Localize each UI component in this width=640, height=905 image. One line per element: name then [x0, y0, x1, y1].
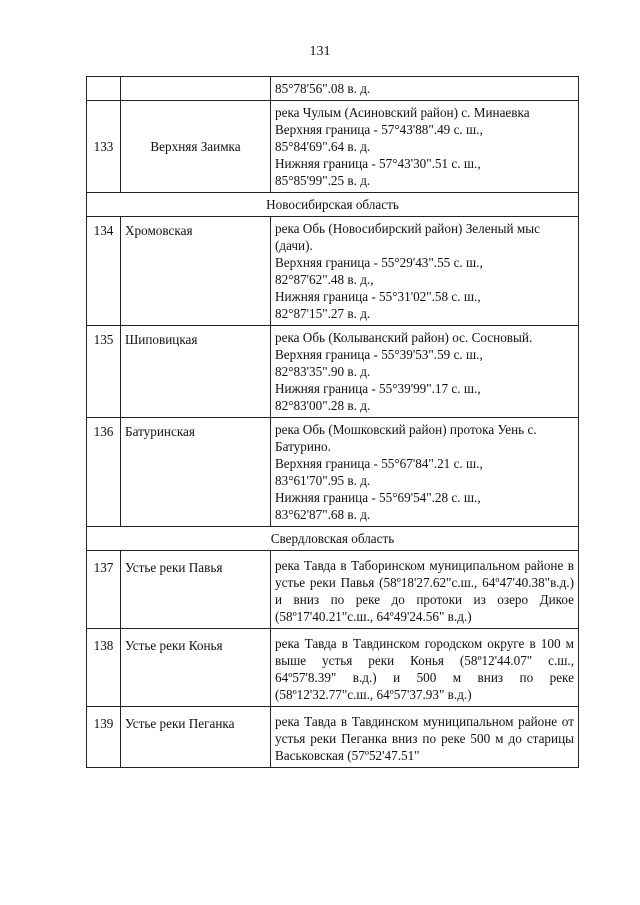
description-line: 82°83'00".28 в. д. [275, 398, 371, 413]
row-number [87, 77, 121, 101]
site-description [271, 326, 579, 418]
table-row [87, 551, 579, 629]
description-line: Верхняя граница - 55°39'53".59 с. ш., [275, 347, 483, 362]
table-row [87, 418, 579, 527]
description-line: Нижняя граница - 57°43'30".51 с. ш., [275, 156, 481, 171]
description-line: Нижняя граница - 55°39'99".17 с. ш., [275, 381, 481, 396]
table-row [87, 629, 579, 707]
site-description [271, 77, 579, 101]
row-number: 138 [87, 629, 121, 707]
region-heading: Новосибирская область [87, 193, 579, 217]
description-line: Верхняя граница - 55°29'43".55 с. ш., [275, 255, 483, 270]
description-line: 82°83'35".90 в. д. [275, 364, 371, 379]
site-description: река Тавда в Тавдинском муниципальном районе от устья реки Пеганка вниз по реке 500 м до старицы Васьковская (57º52'47.51" [271, 707, 579, 768]
site-description [271, 217, 579, 326]
description-line: река Обь (Мошковский район) протока Уень с. Батурино. [275, 422, 537, 454]
description-line: река Обь (Новосибирский район) Зеленый мыс (дачи). [275, 221, 540, 253]
row-number: 134 [87, 217, 121, 326]
site-name: Устье реки Пеганка [121, 707, 271, 768]
region-heading: Свердловская область [87, 527, 579, 551]
description-line: Нижняя граница - 55°69'54".28 с. ш., [275, 490, 481, 505]
description-line: Нижняя граница - 55°31'02".58 с. ш., [275, 289, 481, 304]
table-row [87, 101, 579, 193]
site-name: Шиповицкая [121, 326, 271, 418]
table-row [87, 77, 579, 101]
description-line: 85°84'69".64 в. д. [275, 139, 371, 154]
description-line: 85°85'99".25 в. д. [275, 173, 371, 188]
table-row [87, 217, 579, 326]
site-description: река Тавда в Таборинском муниципальном районе в устье реки Павья (58º18'27.62"с.ш., 64º47'40.38"в.д.) и вниз по реке до протоки из озеро Дикое (58º17'40.21"с.ш., 64º49'24.56" в.д.) [271, 551, 579, 629]
row-number: 135 [87, 326, 121, 418]
description-line: 85°78'56".08 в. д. [275, 81, 371, 96]
site-description: река Тавда в Тавдинском городском округе в 100 м выше устья реки Конья (58º12'44.07" с.ш., 64º57'8.39" в.д.) и 500 м вниз по реке (58º12'32.77"с.ш., 64º57'37.93" в.д.) [271, 629, 579, 707]
row-number: 136 [87, 418, 121, 527]
description-line: 83°62'87".68 в. д. [275, 507, 371, 522]
region-row [87, 193, 579, 217]
table-row [87, 707, 579, 768]
region-row [87, 527, 579, 551]
description-line: река Обь (Колыванский район) ос. Сосновый. [275, 330, 533, 345]
row-number: 133 [87, 101, 121, 193]
site-description [271, 101, 579, 193]
site-name [121, 77, 271, 101]
description-line: Верхняя граница - 57°43'88".49 с. ш., [275, 122, 483, 137]
description-line: Верхняя граница - 55°67'84".21 с. ш., [275, 456, 483, 471]
site-name: Верхняя Заимка [121, 101, 271, 193]
description-line: река Чулым (Асиновский район) с. Минаевка [275, 105, 530, 120]
site-name: Устье реки Конья [121, 629, 271, 707]
site-name: Батуринская [121, 418, 271, 527]
page-number: 131 [309, 44, 331, 59]
protected-areas-table [86, 76, 579, 768]
description-line: 83°61'70".95 в. д. [275, 473, 371, 488]
site-description [271, 418, 579, 527]
row-number: 139 [87, 707, 121, 768]
description-line: 82°87'15".27 в. д. [275, 306, 371, 321]
table-row [87, 326, 579, 418]
row-number: 137 [87, 551, 121, 629]
site-name: Устье реки Павья [121, 551, 271, 629]
description-line: 82°87'62".48 в. д., [275, 272, 374, 287]
site-name: Хромовская [121, 217, 271, 326]
